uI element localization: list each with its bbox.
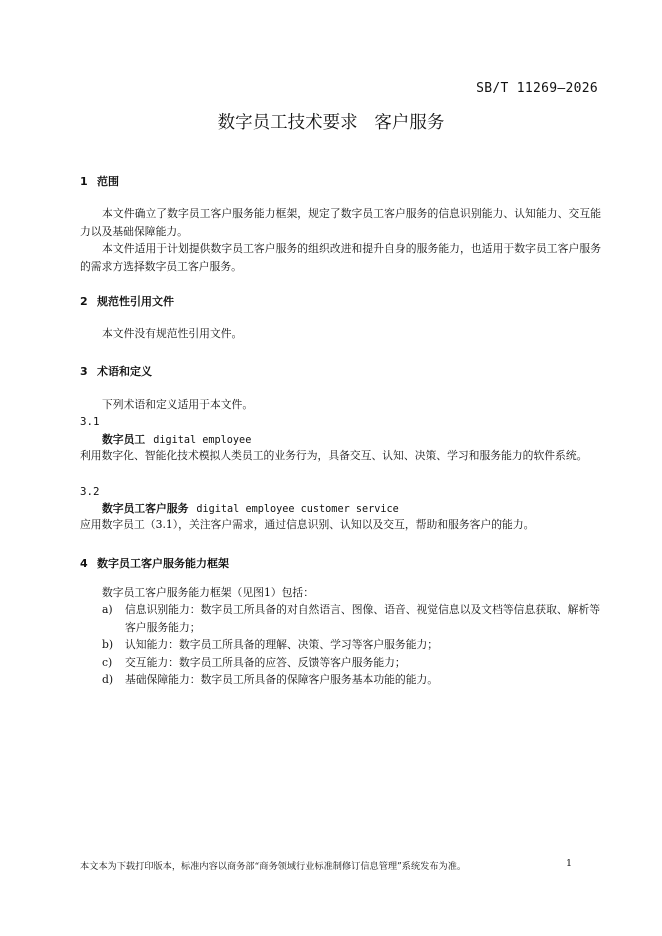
list-item: a) 信息识别能力：数字员工所具备的对自然语言、图像、语音、视觉信息以及文档等信息获取、解析等客户服务能力；: [102, 603, 601, 634]
framework-list: [102, 601, 602, 689]
standard-code: SB/T 11269—2026: [476, 81, 598, 96]
term-name: 数字员工 digital employee: [102, 433, 252, 446]
footer-note: 本文本为下载打印版本，标准内容以商务部“商务领域行业标准制修订信息管理”系统发布为准。: [80, 861, 467, 872]
section-3-heading: [80, 363, 152, 379]
list-item: c) 交互能力：数字员工所具备的应答、反馈等客户服务能力；: [102, 655, 406, 669]
section-1-heading: [80, 173, 119, 189]
terms-intro: 下列术语和定义适用于本文件。: [102, 398, 254, 411]
section-number: 3: [80, 365, 88, 378]
normative-refs-paragraph: 本文件没有规范性引用文件。: [102, 327, 243, 340]
framework-intro: 数字员工客户服务能力框架（见图1）包括：: [102, 586, 315, 599]
section-title: 术语和定义: [97, 365, 152, 378]
section-number: 2: [80, 295, 88, 308]
section-title: 范围: [97, 175, 119, 188]
section-4-heading: [80, 555, 229, 571]
scope-paragraph-1: 本文件确立了数字员工客户服务能力框架，规定了数字员工客户服务的信息识别能力、认知能力、交互能力以及基础保障能力。: [80, 207, 601, 238]
term-name: 数字员工客户服务 digital employee customer service: [102, 502, 399, 515]
page-number: 1: [566, 858, 573, 869]
list-item: d) 基础保障能力：数字员工所具备的保障客户服务基本功能的能力。: [102, 673, 439, 686]
scope-paragraph-2: 本文件适用于计划提供数字员工客户服务的组织改进和提升自身的服务能力，也适用于数字员工客户服务的需求方选择数字员工客户服务。: [80, 242, 601, 273]
term-number: 3.1: [80, 415, 100, 428]
section-number: 4: [80, 557, 88, 570]
document-title: 数字员工技术要求 客户服务: [217, 113, 445, 133]
section-number: 1: [80, 175, 88, 188]
section-2-heading: [80, 293, 174, 309]
term-number: 3.2: [80, 485, 100, 498]
section-title: 规范性引用文件: [97, 295, 174, 308]
term-definition: 应用数字员工（3.1），关注客户需求，通过信息识别、认知以及交互，帮助和服务客户的能力。: [80, 518, 535, 531]
list-item: b) 认知能力：数字员工所具备的理解、决策、学习等客户服务能力；: [102, 638, 439, 651]
section-title: 数字员工客户服务能力框架: [97, 557, 229, 570]
term-definition: 利用数字化、智能化技术模拟人类员工的业务行为，具备交互、认知、决策、学习和服务能力的软件系统。: [80, 449, 588, 462]
